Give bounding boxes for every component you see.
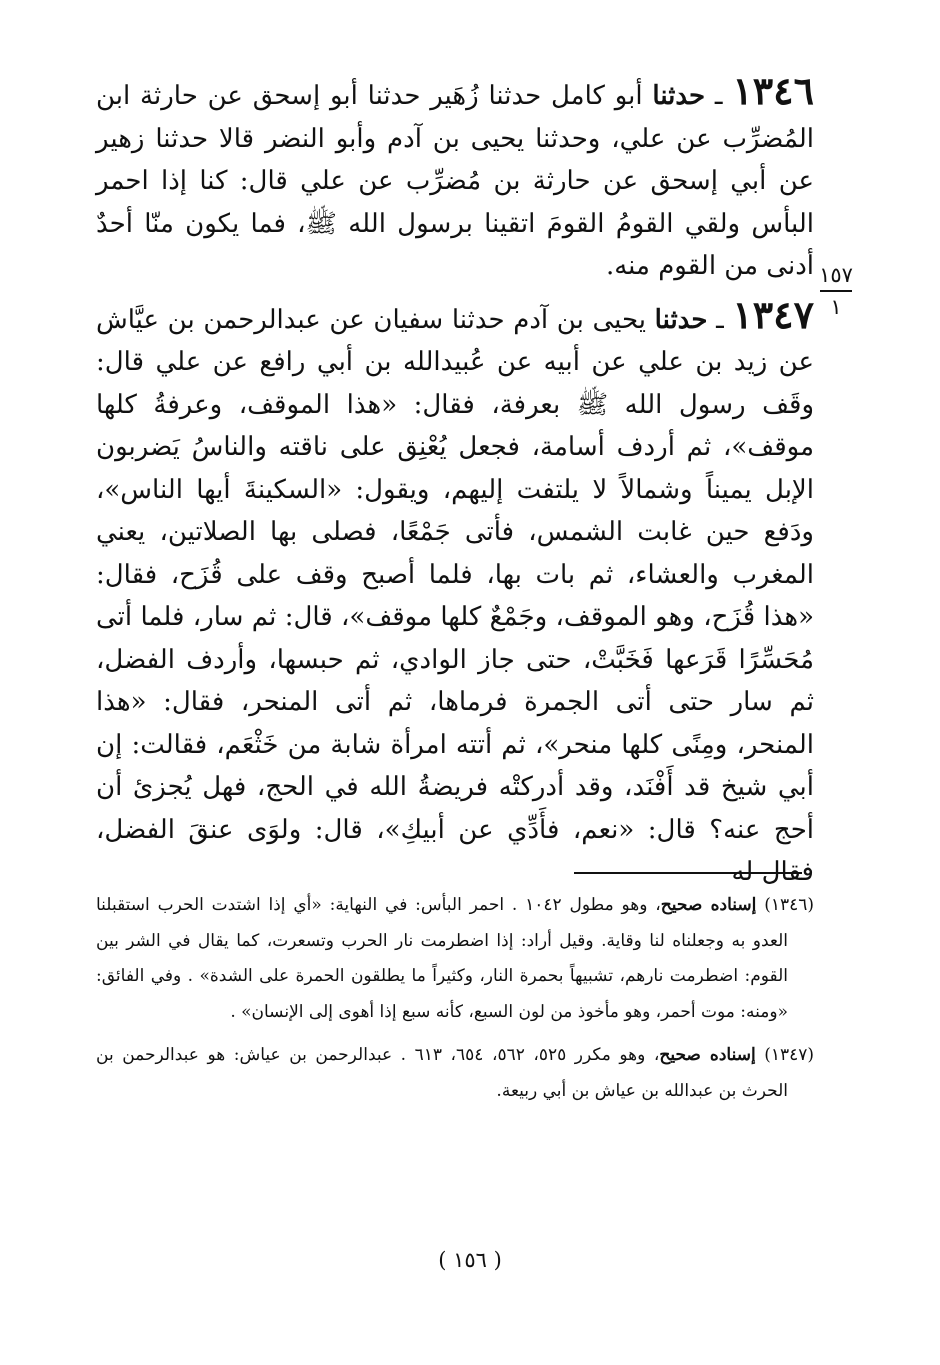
footnotes bbox=[96, 888, 814, 1117]
hadith-1346 bbox=[96, 70, 814, 288]
hadith-keyword: حدثنا bbox=[652, 81, 706, 111]
footnote-text: ، وهو مطول ١٠٤٢ . احمر البأس: في النهاية: «أي إذا اشتدت الحرب استقبلنا العدو به وجعلناه لنا وقاية. وقيل أراد: إذا اضطرمت نار الحرب وتسعرت، كما يقال في الشر بين القوم: اضطرمت نارهم، تشبيهاً بحمرة النار، وكثيراً ما يطلقون الحمرة على الشدة» . وفي الفائق: «ومنه: موت أحمر، وهو مأخوذ من لون السبع، كأنه سبع إذا أهوى إلى الإنسان» . bbox=[96, 895, 788, 1022]
footnote-ref: (١٣٤٦) bbox=[764, 895, 815, 915]
margin-ref-part: ١ bbox=[830, 295, 842, 319]
footnote-keyword: إسناده صحيح bbox=[659, 1045, 756, 1065]
footnote-text: ، وهو مكرر ٥٢٥، ٥٦٢، ٦٥٤، ٦١٣ . عبدالرحمن بن عياش: هو عبدالرحمن بن الحرث بن عبدالله بن عياش بن أبي ربيعة. bbox=[96, 1045, 788, 1101]
hadith-number: ١٣٤٦ bbox=[732, 68, 814, 113]
hadith-text: يحيى بن آدم حدثنا سفيان عن عبدالرحمن بن عيَّاش عن زيد بن علي عن أبيه عن عُبيدالله بن أبي رافع عن علي قال: وقَف رسول الله ﷺ بعرفة، فقال: «هذا الموقف، وعرفةُ كلها موقف»، ثم أردف أسامة، فجعل يُعْنِق على ناقته والناسُ يَضربون الإبل يميناً وشمالاً لا يلتفت إليهم، ويقول: «السكينةَ أيها الناس»، ودَفع حين غابت الشمس، فأتى جَمْعًا، فصلى بها الصلاتين، يعني المغرب والعشاء، ثم بات بها، فلما أصبح وقف على قُزَح، فقال: «هذا قُزَح، وهو الموقف، وجَمْعٌ كلها موقف»، قال: ثم سار، فلما أتى مُحَسِّرًا قَرَعها فَخَبَّتْ، حتى جاز الوادي، ثم حبسها، وأردف الفضل، ثم سار حتى أتى الجمرة فرماها، ثم أتى المنحر، فقال: «هذا المنحر، ومِنًى كلها منحر»، ثم أتته امرأة شابة من خَثْعَم، فقالت: إن أبي شيخ قد أَفْنَد، وقد أدركتْه فريضةُ الله في الحج، فهل يُجزئ أن أحج عنه؟ قال: «نعم، فأَدِّي عن أبيكِ»، قال: ولوَى عنقَ الفضل، فقال له bbox=[96, 304, 814, 887]
margin-ref-volume-page: ١٥٧ bbox=[819, 263, 853, 287]
hadith-keyword: حدثنا bbox=[654, 304, 708, 335]
page-number: ( ١٥٦ ) bbox=[438, 1248, 502, 1272]
hadith-1347 bbox=[96, 291, 814, 894]
footnote-separator bbox=[574, 872, 802, 874]
hadith-dash: ـ bbox=[707, 304, 733, 335]
footnote-1346 bbox=[96, 888, 814, 1030]
footnote-keyword: إسناده صحيح bbox=[660, 895, 757, 915]
hadith-number: ١٣٤٧ bbox=[732, 291, 814, 337]
hadith-text: أبو كامل حدثنا زُهَير حدثنا أبو إسحق عن حارثة ابن المُضرِّب عن علي، وحدثنا يحيى بن آدم وأبو النضر قالا حدثنا زهير عن أبي إسحق عن حارثة بن مُضرِّب عن علي قال: كنا إذا احمر البأس ولقي القومُ القومَ اتقينا برسول الله ﷺ، فما يكون منّا أحدٌ أدنى من القوم منه. bbox=[96, 81, 814, 281]
footnote-1347 bbox=[96, 1038, 814, 1109]
hadith-dash: ـ bbox=[705, 81, 733, 111]
footnote-ref: (١٣٤٧) bbox=[764, 1045, 815, 1065]
margin-reference bbox=[818, 262, 854, 320]
margin-ref-divider bbox=[820, 290, 852, 292]
main-text bbox=[96, 70, 814, 900]
